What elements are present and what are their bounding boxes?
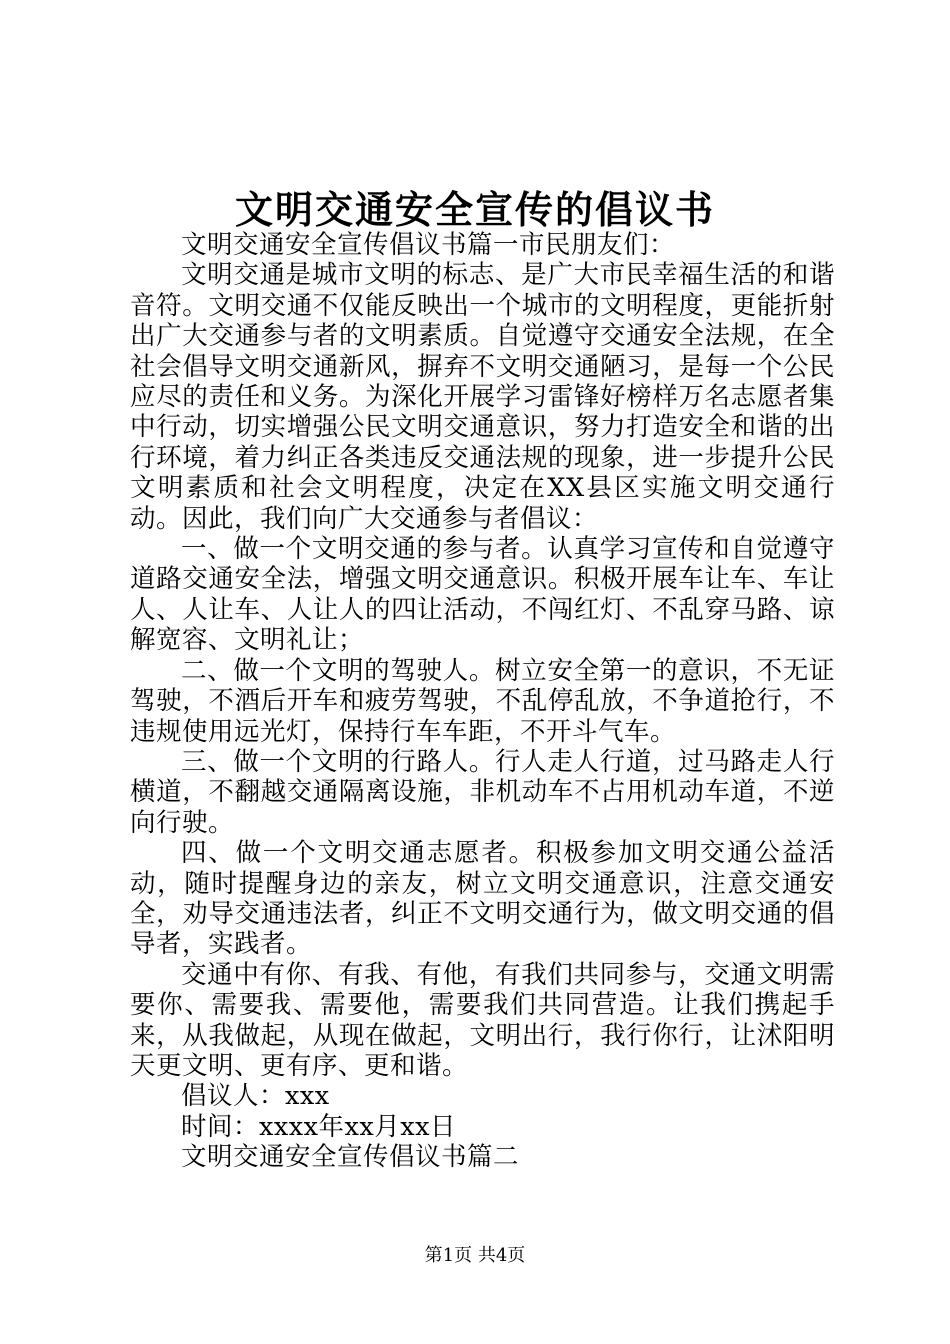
page-title: 文明交通安全宣传的倡议书 <box>234 187 715 232</box>
signature-line: 倡议人：xxx <box>181 1081 330 1112</box>
document-body <box>130 230 835 1173</box>
section-heading: 文明交通安全宣传倡议书篇二 <box>181 1142 520 1173</box>
paragraph-item-1: 一、做一个文明交通的参与者。认真学习宣传和自觉遵守道路交通安全法，增强文明交通意识。积极开展车让车、车让人、人让车、人让人的四让活动，不闯红灯、不乱穿马路、谅解宽容、文明礼让； <box>130 534 835 656</box>
paragraph-greeting: 文明交通安全宣传倡议书篇一市民朋友们： <box>181 230 676 260</box>
paragraph-item-3: 三、做一个文明的行路人。行人走人行道，过马路走人行横道，不翻越交通隔离设施，非机动车不占用机动车道，不逆向行驶。 <box>130 746 835 838</box>
paragraph-closing: 交通中有你、有我、有他，有我们共同参与，交通文明需要你、需要我、需要他，需要我们共同营造。让我们携起手来，从我做起，从现在做起，文明出行，我行你行，让沭阳明天更文明、更有序、更和谐。 <box>130 959 835 1081</box>
date-line: 时间：xxxx年xx月xx日 <box>181 1111 457 1142</box>
paragraph-item-4: 四、做一个文明交通志愿者。积极参加文明交通公益活动，随时提醒身边的亲友，树立文明交通意识，注意交通安全，劝导交通违法者，纠正不文明交通行为，做文明交通的倡导者，实践者。 <box>130 838 835 960</box>
paragraph-item-2: 二、做一个文明的驾驶人。树立安全第一的意识，不无证驾驶，不酒后开车和疲劳驾驶，不乱停乱放，不争道抢行，不违规使用远光灯，保持行车车距，不开斗气车。 <box>130 655 835 747</box>
paragraph-intro: 文明交通是城市文明的标志、是广大市民幸福生活的和谐音符。文明交通不仅能反映出一个城市的文明程度，更能折射出广大交通参与者的文明素质。自觉遵守交通安全法规，在全社会倡导文明交通新风，摒弃不文明交通陋习，是每一个公民应尽的责任和义务。为深化开展学习雷锋好榜样万名志愿者集中行动，切实增强公民文明交通意识，努力打造安全和谐的出行环境，着力纠正各类违反交通法规的现象，进一步提升公民文明素质和社会文明程度，决定在XX县区实施文明交通行动。因此，我们向广大交通参与者倡议： <box>130 260 835 534</box>
page-number: 第1页 共4页 <box>424 1245 526 1266</box>
